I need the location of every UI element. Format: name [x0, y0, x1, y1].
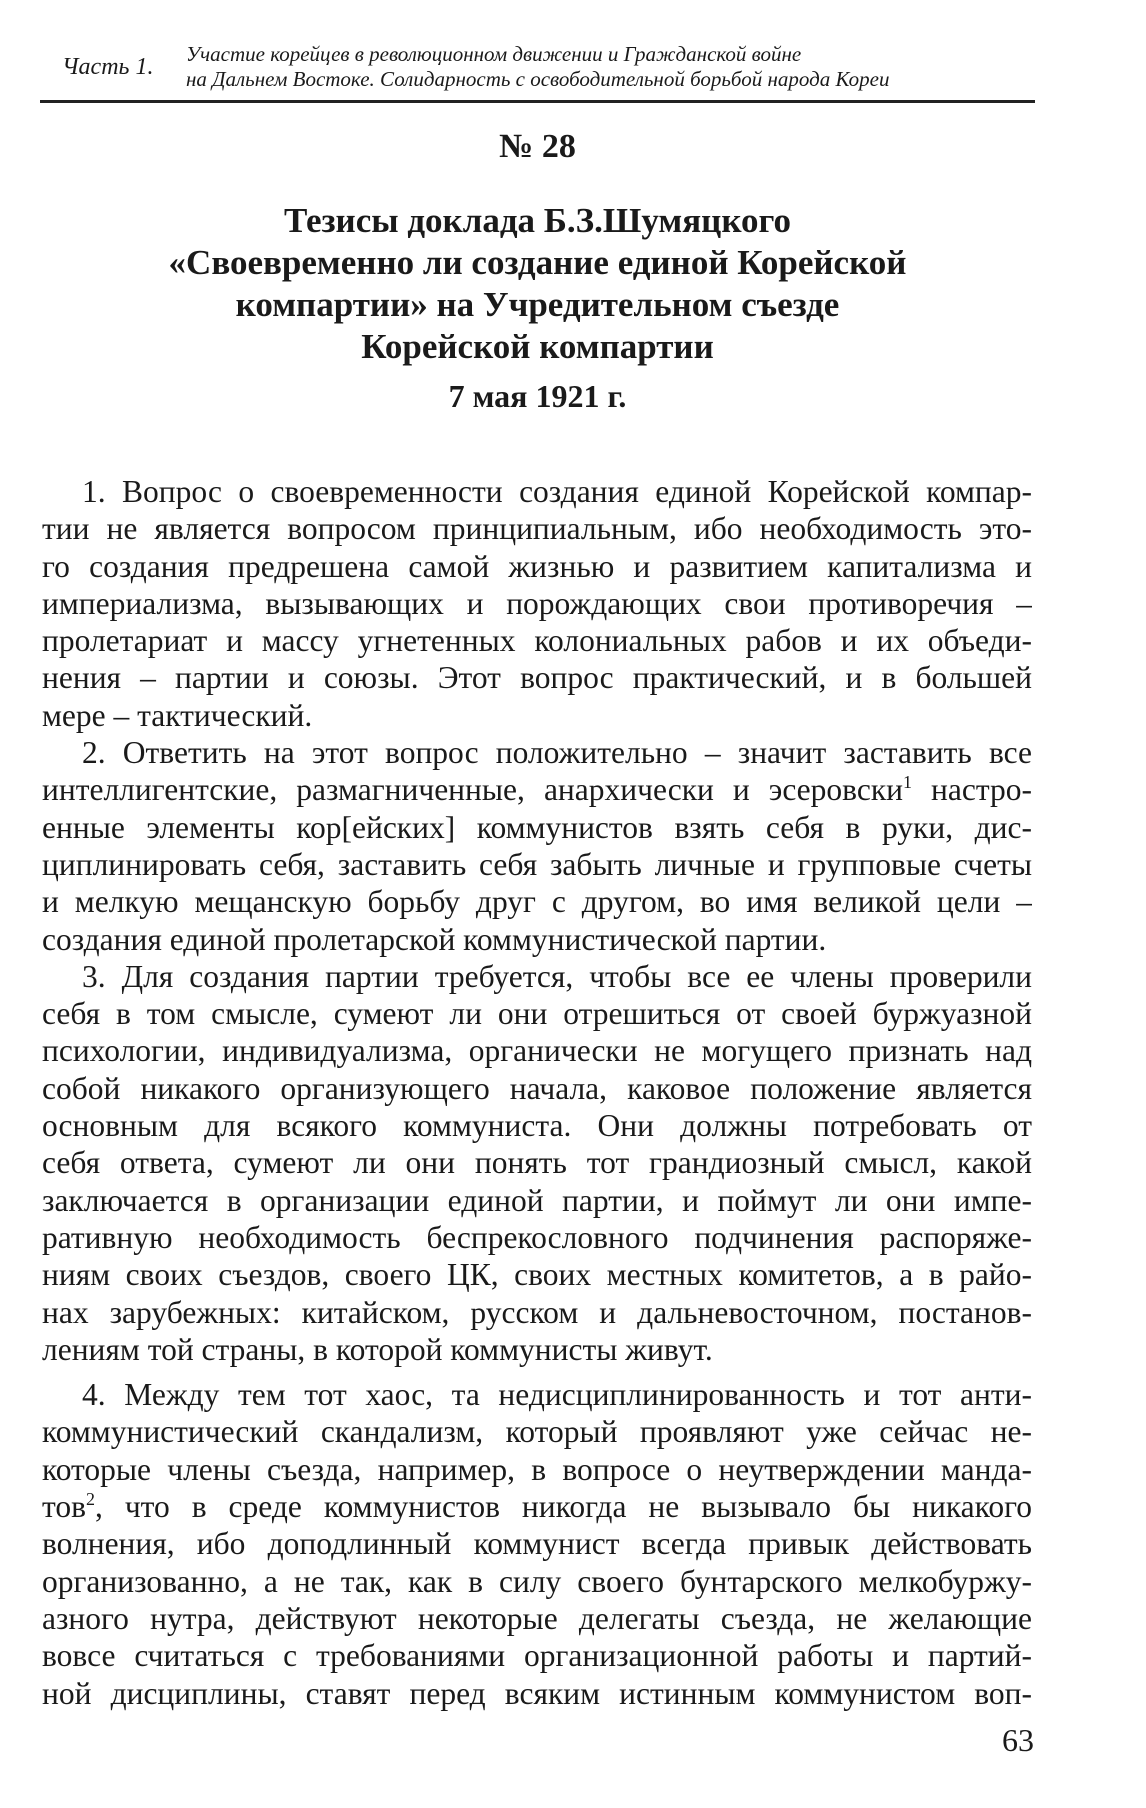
running-head-title — [186, 42, 889, 92]
text-line — [42, 995, 1032, 1032]
line-text: тии не является вопросом принципиальным, ибо необходимость это- — [42, 511, 1032, 547]
body-text — [42, 473, 1032, 1712]
paragraph — [42, 1376, 1032, 1712]
line-text: го создания предрешена самой жизнью и развитием капитализма и — [42, 548, 1032, 584]
line-text: 3. Для создания партии требуется, чтобы все ее члены проверили — [82, 958, 1032, 994]
line-text: мере – тактический. — [42, 697, 313, 733]
title-line: компартии» на Учредительном съезде — [235, 285, 840, 324]
line-text: тов — [42, 1489, 86, 1525]
title-line: «Своевременно ли создание единой Корейской — [168, 243, 907, 282]
line-text: империализма, вызывающих и порождающих свои противоречия – — [42, 585, 1032, 621]
line-text: нах зарубежных: китайском, русском и дальневосточном, постанов- — [42, 1294, 1032, 1330]
line-text: пролетариат и массу угнетенных колониальных рабов и их объеди- — [42, 623, 1032, 659]
text-line — [42, 548, 1032, 585]
text-line — [42, 734, 1032, 771]
footnote-reference: 1 — [903, 772, 912, 793]
text-line — [42, 1451, 1032, 1488]
text-line — [42, 1107, 1032, 1144]
text-line — [42, 1525, 1032, 1562]
line-text: циплинировать себя, заставить себя забыть личные и групповые счеты — [42, 846, 1032, 882]
line-text: организованно, а не так, как в силу своего бунтарского мелкобуржу- — [42, 1563, 1032, 1599]
text-line — [42, 622, 1032, 659]
running-head — [40, 40, 1035, 100]
text-line — [42, 809, 1032, 846]
text-line — [42, 958, 1032, 995]
line-text: азного нутра, действуют некоторые делегаты съезда, не желающие — [42, 1600, 1032, 1636]
text-line — [42, 1070, 1032, 1107]
line-text: основным для всякого коммуниста. Они должны потребовать от — [42, 1108, 1032, 1144]
text-line — [42, 1376, 1032, 1413]
text-line — [42, 1675, 1032, 1712]
header-rule — [40, 100, 1035, 103]
running-head-line: Участие корейцев в революционном движении и Гражданской войне — [186, 42, 802, 66]
text-line — [42, 659, 1032, 696]
line-text: волнения, ибо доподлинный коммунист всегда привык действовать — [42, 1526, 1032, 1562]
paragraph — [42, 473, 1032, 734]
title-line: Корейской компартии — [361, 327, 714, 366]
text-line — [42, 1144, 1032, 1181]
line-text: вовсе считаться с требованиями организационной работы и партий- — [42, 1638, 1032, 1674]
line-text: , что в среде коммунистов никогда не вызывало бы никакого — [94, 1489, 1032, 1525]
text-line — [42, 1294, 1032, 1331]
line-text: заключается в организации единой партии, и поймут ли они импе- — [42, 1182, 1032, 1218]
running-head-part: Часть 1. — [62, 54, 154, 80]
running-head-line: на Дальнем Востоке. Солидарность с освободительной борьбой народа Кореи — [186, 67, 890, 91]
text-line — [42, 697, 1032, 734]
line-text: 2. Ответить на этот вопрос положительно – значит заставить все — [82, 735, 1032, 771]
text-line — [42, 510, 1032, 547]
line-text: 4. Между тем тот хаос, та недисциплинированность и тот анти- — [82, 1377, 1032, 1413]
line-text: создания единой пролетарской коммунистической партии. — [42, 921, 827, 957]
text-line — [42, 921, 1032, 958]
line-text: ративную необходимость беспрекословного подчинения распоряже- — [42, 1219, 1032, 1255]
line-text: коммунистический скандализм, который проявляют уже сейчас не- — [42, 1414, 1032, 1450]
text-line — [42, 1256, 1032, 1293]
line-text: 1. Вопрос о своевременности создания единой Корейской компар- — [82, 474, 1032, 509]
line-text: и мелкую мещанскую борьбу друг с другом, во имя великой цели – — [42, 884, 1032, 920]
line-text: себя ответа, сумеют ли они понять тот грандиозный смысл, какой — [42, 1145, 1032, 1181]
line-text: ниям своих съездов, своего ЦК, своих местных комитетов, а в райо- — [42, 1257, 1032, 1293]
line-text: которые члены съезда, например, в вопросе о неутверждении манда- — [42, 1451, 1032, 1487]
text-line — [42, 1637, 1032, 1674]
line-text: собой никакого организующего начала, каковое положение является — [42, 1070, 1032, 1106]
line-text: ной дисциплины, ставят перед всяким истинным коммунистом воп- — [42, 1675, 1032, 1711]
text-line — [42, 1331, 1032, 1368]
text-line — [42, 846, 1032, 883]
line-text: енные элементы кор[ейских] коммунистов взять себя в руки, дис- — [42, 809, 1032, 845]
text-line — [42, 883, 1032, 920]
text-line — [42, 1488, 1032, 1525]
line-text: интеллигентские, размагниченные, анархически и эсеровски — [42, 772, 903, 808]
text-line — [42, 1032, 1032, 1069]
footnote-reference: 2 — [85, 1489, 95, 1510]
text-line — [42, 1182, 1032, 1219]
page-number: 63 — [1002, 1722, 1034, 1758]
text-line — [42, 1413, 1032, 1450]
text-line — [42, 1219, 1032, 1256]
text-line — [42, 771, 1032, 808]
document-title — [40, 200, 1035, 368]
text-line — [42, 473, 1032, 510]
line-text: себя в том смысле, сумеют ли они отрешиться от своей буржуазной — [42, 996, 1032, 1032]
text-line — [42, 1600, 1032, 1637]
text-line — [42, 1563, 1032, 1600]
line-text: нения – партии и союзы. Этот вопрос практический, и в большей — [42, 660, 1032, 696]
line-text: настро- — [912, 772, 1032, 808]
title-line: Тезисы доклада Б.З.Шумяцкого — [283, 201, 792, 240]
paragraph — [42, 734, 1032, 958]
document-number: № 28 — [499, 128, 576, 165]
document-date: 7 мая 1921 г. — [448, 378, 627, 414]
line-text: лениям той страны, в которой коммунисты живут. — [42, 1331, 713, 1367]
paragraph — [42, 958, 1032, 1368]
line-text: психологии, индивидуализма, органически не могущего признать над — [42, 1033, 1032, 1069]
text-line — [42, 585, 1032, 622]
